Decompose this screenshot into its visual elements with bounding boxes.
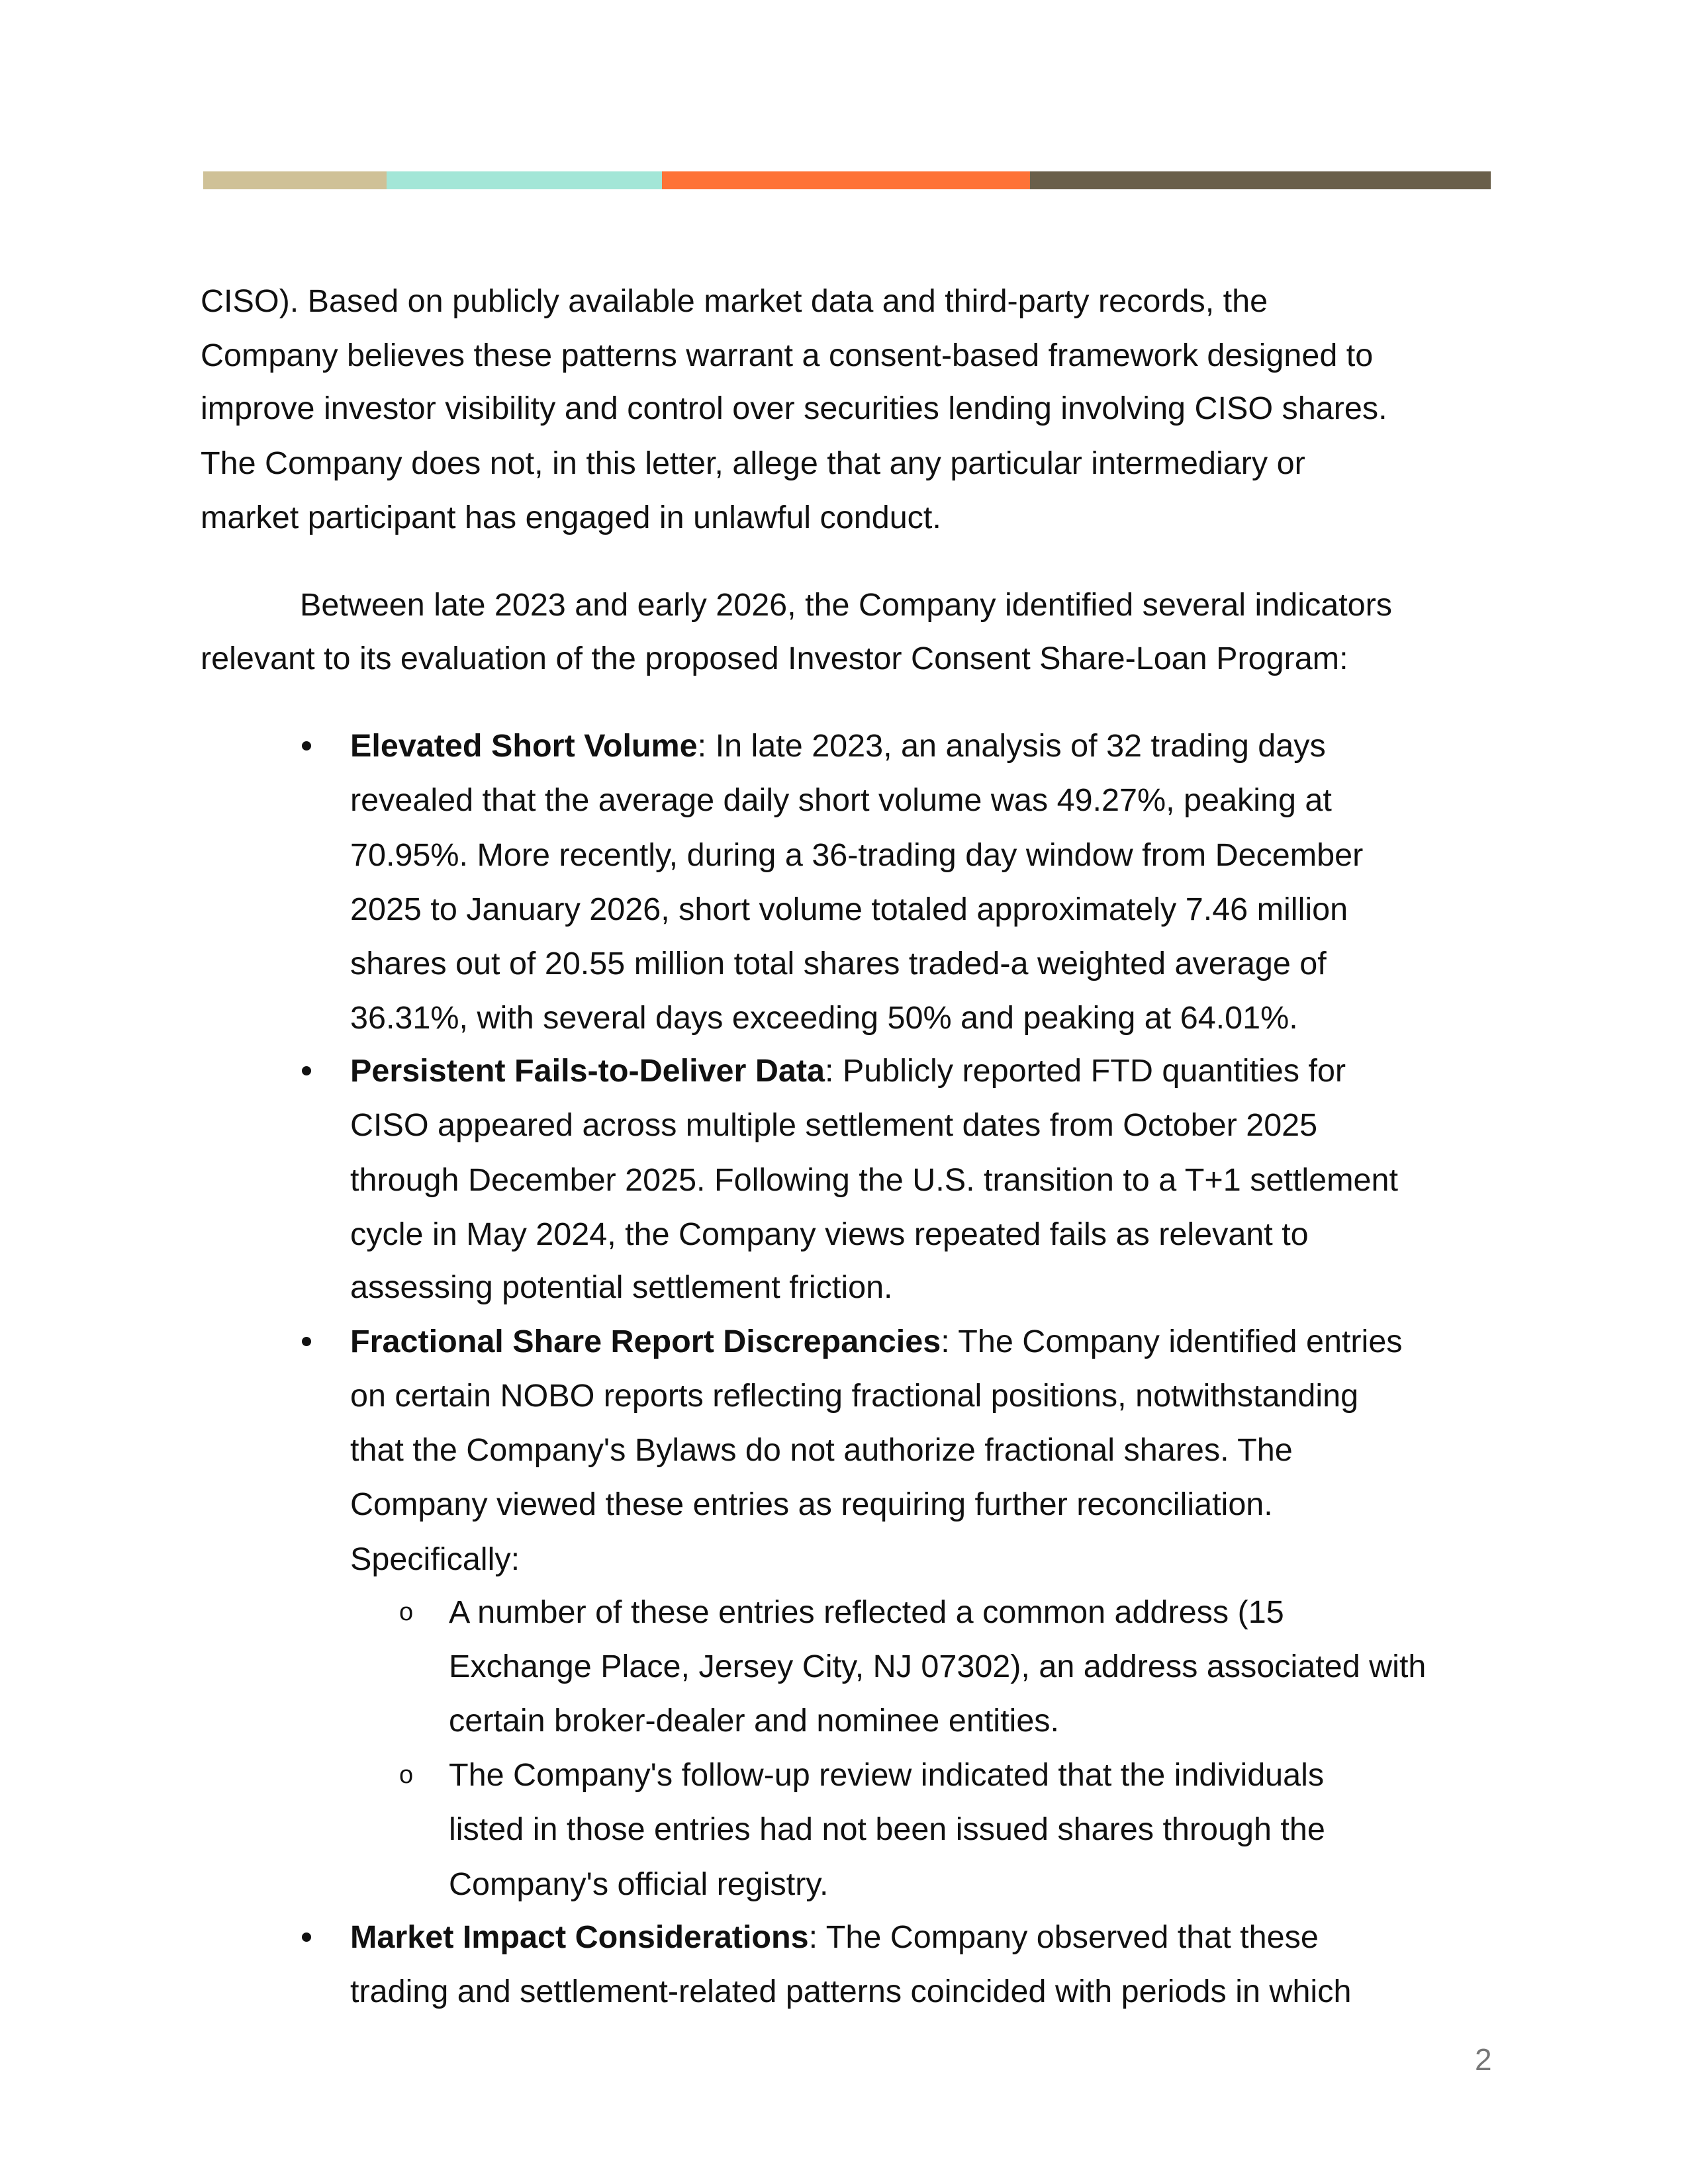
bullet-icon bbox=[302, 1933, 311, 1942]
text-line bbox=[350, 1910, 1319, 1964]
text-line: trading and settlement-related patterns coincided with periods in which bbox=[350, 1974, 1352, 2009]
text-line: shares out of 20.55 million total shares traded-a weighted average of bbox=[350, 946, 1327, 981]
text-line: A number of these entries reflected a common address (15 bbox=[449, 1594, 1284, 1630]
bullet-title: Fractional Share Report Discrepancies bbox=[350, 1324, 941, 1359]
bullet-title: Persistent Fails-to-Deliver Data bbox=[350, 1053, 825, 1089]
text-line: Company's official registry. bbox=[449, 1866, 829, 1902]
bullet-title: Elevated Short Volume bbox=[350, 728, 698, 764]
bullet-text: : The Company observed that these bbox=[808, 1919, 1319, 1955]
page-number: 2 bbox=[1475, 2042, 1492, 2077]
text-line: improve investor visibility and control over securities lending involving CISO shares. bbox=[201, 390, 1387, 426]
bullet-icon bbox=[302, 1337, 311, 1346]
text-line: through December 2025. Following the U.S. transition to a T+1 settlement bbox=[350, 1162, 1398, 1198]
text-line: Exchange Place, Jersey City, NJ 07302), an address associated with bbox=[449, 1649, 1427, 1684]
text-line: 2025 to January 2026, short volume totaled approximately 7.46 million bbox=[350, 891, 1348, 927]
text-line: cycle in May 2024, the Company views repeated fails as relevant to bbox=[350, 1216, 1309, 1252]
text-line: Company believes these patterns warrant a consent-based framework designed to bbox=[201, 338, 1374, 373]
text-line: 70.95%. More recently, during a 36-trading day window from December bbox=[350, 837, 1364, 873]
text-line bbox=[350, 1314, 1403, 1369]
bar-segment-tan bbox=[203, 171, 387, 189]
text-line: listed in those entries had not been issued shares through the bbox=[449, 1811, 1325, 1847]
text-line: 36.31%, with several days exceeding 50% and peaking at 64.01%. bbox=[350, 1000, 1298, 1036]
bar-segment-teal bbox=[387, 171, 662, 189]
text-line: Company viewed these entries as requiring further reconciliation. bbox=[350, 1486, 1273, 1522]
text-line: assessing potential settlement friction. bbox=[350, 1269, 893, 1305]
text-line: that the Company's Bylaws do not authorize fractional shares. The bbox=[350, 1432, 1293, 1468]
text-line: Specifically: bbox=[350, 1541, 520, 1577]
bar-segment-orange bbox=[662, 171, 1030, 189]
bullet-text: : Publicly reported FTD quantities for bbox=[824, 1053, 1346, 1089]
bullet-icon bbox=[302, 1066, 311, 1075]
text-line: relevant to its evaluation of the proposed Investor Consent Share-Loan Program: bbox=[201, 641, 1348, 676]
bullet-icon bbox=[302, 741, 311, 751]
text-line bbox=[350, 1044, 1346, 1098]
text-line: CISO). Based on publicly available market data and third-party records, the bbox=[201, 283, 1268, 319]
bullet-text: : In late 2023, an analysis of 32 trading days bbox=[697, 728, 1326, 764]
text-line: The Company does not, in this letter, allege that any particular intermediary or bbox=[201, 445, 1305, 481]
hollow-bullet-icon: o bbox=[399, 1761, 414, 1789]
text-line bbox=[350, 719, 1326, 773]
text-line: CISO appeared across multiple settlement dates from October 2025 bbox=[350, 1107, 1318, 1143]
text-line: revealed that the average daily short volume was 49.27%, peaking at bbox=[350, 782, 1332, 818]
text-line: on certain NOBO reports reflecting fractional positions, notwithstanding bbox=[350, 1378, 1359, 1414]
hollow-bullet-icon: o bbox=[399, 1598, 414, 1626]
text-line: market participant has engaged in unlawful conduct. bbox=[201, 500, 941, 535]
bar-segment-brown bbox=[1030, 171, 1491, 189]
text-line: The Company's follow-up review indicated that the individuals bbox=[449, 1757, 1325, 1793]
bullet-text: : The Company identified entries bbox=[941, 1324, 1403, 1359]
text-line: Between late 2023 and early 2026, the Company identified several indicators bbox=[300, 587, 1393, 623]
text-line: certain broker-dealer and nominee entities. bbox=[449, 1703, 1060, 1739]
bullet-title: Market Impact Considerations bbox=[350, 1919, 809, 1955]
